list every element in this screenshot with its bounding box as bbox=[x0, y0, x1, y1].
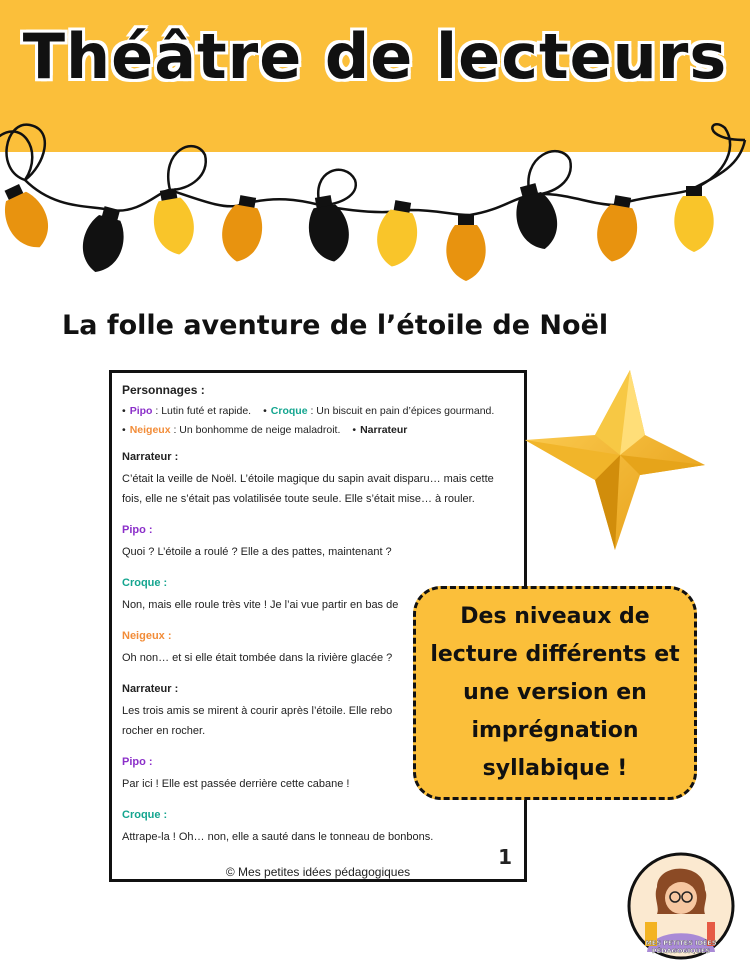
light-bulb-icon bbox=[592, 193, 642, 265]
speech-text: Attrape-la ! Oh… non, elle a sauté dans le tonneau de bonbons. bbox=[122, 831, 434, 843]
light-bulb-icon bbox=[76, 203, 131, 277]
speech-text: Oh non… et si elle était tombée dans la rivière glacée ? bbox=[122, 652, 393, 664]
dialogue-line bbox=[122, 524, 514, 562]
callout-text: Des niveaux de lecture différents et une version en imprégnation syllabique ! bbox=[430, 604, 680, 781]
logo-text: PÉDAGOGIQUES bbox=[651, 947, 711, 955]
bulb-body bbox=[76, 213, 129, 277]
copyright-text: © Mes petites idées pédagogiques bbox=[225, 865, 411, 879]
bulb-body bbox=[305, 203, 353, 265]
story-title: La folle aventure de l’étoile de Noël bbox=[62, 310, 609, 341]
bulb-body bbox=[511, 190, 564, 254]
bulb-body bbox=[592, 203, 640, 265]
page-title: Théâtre de lecteurs bbox=[22, 20, 728, 93]
speech-text: Par ici ! Elle est passée derrière cette cabane ! bbox=[122, 778, 350, 790]
info-callout bbox=[413, 586, 697, 800]
page-number: 1 bbox=[498, 845, 512, 869]
speaker-name: Croque : bbox=[122, 577, 168, 589]
bullet-icon: • bbox=[352, 424, 357, 436]
cast-desc: : Lutin futé et rapide. bbox=[152, 405, 252, 417]
cast-item-narrateur bbox=[352, 424, 407, 436]
speaker-name: Croque : bbox=[122, 809, 168, 821]
cast-desc: : Un biscuit en pain d’épices gourmand. bbox=[307, 405, 495, 417]
cast-item-pipo bbox=[122, 405, 251, 417]
cast-name: Narrateur bbox=[360, 424, 408, 436]
cast-row bbox=[122, 405, 514, 417]
light-bulb-icon bbox=[509, 180, 564, 254]
light-bulb-icon bbox=[0, 179, 58, 255]
bulb-body bbox=[217, 203, 265, 265]
light-bulb-icon bbox=[217, 193, 267, 265]
speaker-name: Neigeux : bbox=[122, 630, 172, 642]
light-bulb-icon bbox=[303, 193, 353, 265]
bullet-icon: • bbox=[122, 424, 126, 436]
logo-avatar bbox=[627, 852, 735, 960]
cast-title: Personnages : bbox=[122, 383, 205, 397]
star-icon bbox=[520, 370, 710, 550]
speech-text: C’était la veille de Noël. L’étoile magique du sapin avait disparu… mais cette fois, elle ne s’était pas volatilisée toute seule. Elle s’était mise… à rouler. bbox=[122, 473, 494, 505]
bulb-body bbox=[150, 196, 198, 258]
speech-text: Quoi ? L’étoile a roulé ? Elle a des pattes, maintenant ? bbox=[122, 546, 392, 558]
cast-name: Croque bbox=[270, 405, 308, 417]
speaker-name: Narrateur : bbox=[122, 451, 179, 463]
cast-name: Neigeux bbox=[129, 424, 171, 436]
speaker-name: Pipo : bbox=[122, 756, 153, 768]
logo-text: MES PETITES IDÉES bbox=[645, 939, 717, 947]
light-bulb-icon bbox=[674, 186, 713, 252]
speech-text: Les trois amis se mirent à courir après l’étoile. Elle rebo rocher en rocher. bbox=[122, 705, 393, 737]
speech-text: Non, mais elle roule très vite ! Je l’ai vue partir en bas de bbox=[122, 599, 399, 611]
dialogue-line bbox=[122, 809, 514, 847]
bullet-icon: • bbox=[263, 405, 267, 417]
bullet-icon: • bbox=[122, 405, 126, 417]
light-bulb-icon bbox=[148, 186, 198, 258]
speaker-name: Narrateur : bbox=[122, 683, 179, 695]
cast-name: Pipo bbox=[129, 405, 153, 417]
bulb-body bbox=[372, 208, 420, 270]
speaker-name: Pipo : bbox=[122, 524, 153, 536]
cast-item-neigeux bbox=[122, 424, 340, 436]
light-bulb-icon bbox=[446, 215, 485, 281]
bulb-body bbox=[674, 196, 713, 252]
cast-desc: : Un bonhomme de neige maladroit. bbox=[170, 424, 341, 436]
dialogue-line bbox=[122, 451, 514, 509]
bulb-body bbox=[446, 225, 485, 281]
cast-row bbox=[122, 424, 514, 436]
light-bulb-icon bbox=[372, 198, 422, 270]
cast-item-croque bbox=[263, 405, 494, 417]
